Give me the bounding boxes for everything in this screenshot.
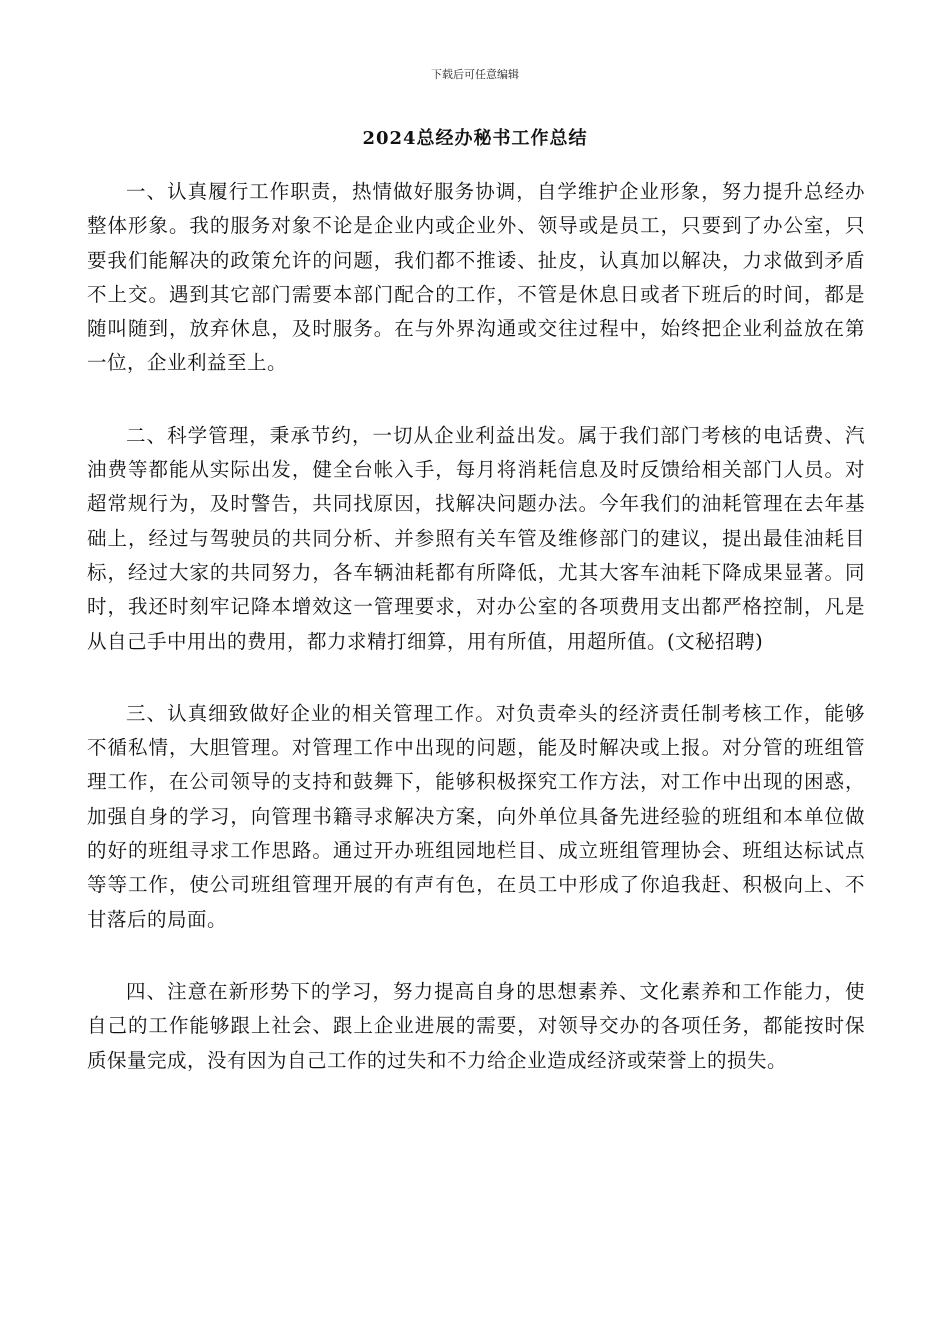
paragraph-4: 四、注意在新形势下的学习，努力提高自身的思想素养、文化素养和工作能力，使自己的工作能够跟上社会、跟上企业进展的需要，对领导交办的各项任务，都能按时保质保量完成，没有因为自己工作的过失和不力给企业造成经济或荣誉上的损失。 (87, 979, 865, 1072)
paragraph-1: 一、认真履行工作职责，热情做好服务协调，自学维护企业形象，努力提升总经办整体形象。我的服务对象不论是企业内或企业外、领导或是员工，只要到了办公室，只要我们能解决的政策允许的问题，我们都不推诿、扯皮，认真加以解决，力求做到矛盾不上交。遇到其它部门需要本部门配合的工作，不管是休息日或者下班后的时间，都是随叫随到，放弃休息，及时服务。在与外界沟通或交往过程中，始终把企业利益放在第一位，企业利益至上。 (87, 180, 865, 375)
paragraph-3: 三、认真细致做好企业的相关管理工作。对负责牵头的经济责任制考核工作，能够不循私情，大胆管理。对管理工作中出现的问题，能及时解决或上报。对分管的班组管理工作，在公司领导的支持和鼓舞下，能够积极探究工作方法，对工作中出现的困惑，加强自身的学习，向管理书籍寻求解决方案，向外单位具备先进经验的班组和本单位做的好的班组寻求工作思路。通过开办班组园地栏目、成立班组管理协会、班组达标试点等等工作，使公司班组管理开展的有声有色，在员工中形成了你追我赶、积极向上、不甘落后的局面。 (87, 701, 865, 931)
header-note: 下载后可任意编辑 (431, 68, 519, 81)
paragraph-2: 二、科学管理，秉承节约，一切从企业利益出发。属于我们部门考核的电话费、汽油费等都能从实际出发，健全台帐入手，每月将消耗信息及时反馈给相关部门人员。对超常规行为，及时警告，共同找原因，找解决问题办法。今年我们的油耗管理在去年基础上，经过与驾驶员的共同分析、并参照有关车管及维修部门的建议，提出最佳油耗目标，经过大家的共同努力，各车辆油耗都有所降低，尤其大客车油耗下降成果显著。同时，我还时刻牢记降本增效这一管理要求，对办公室的各项费用支出都严格控制，凡是从自己手中用出的费用，都力求精打细算，用有所值，用超所值。(文秘招聘) (87, 423, 865, 653)
document-title: 2024总经办秘书工作总结 (362, 128, 588, 149)
document-body (87, 175, 865, 1116)
